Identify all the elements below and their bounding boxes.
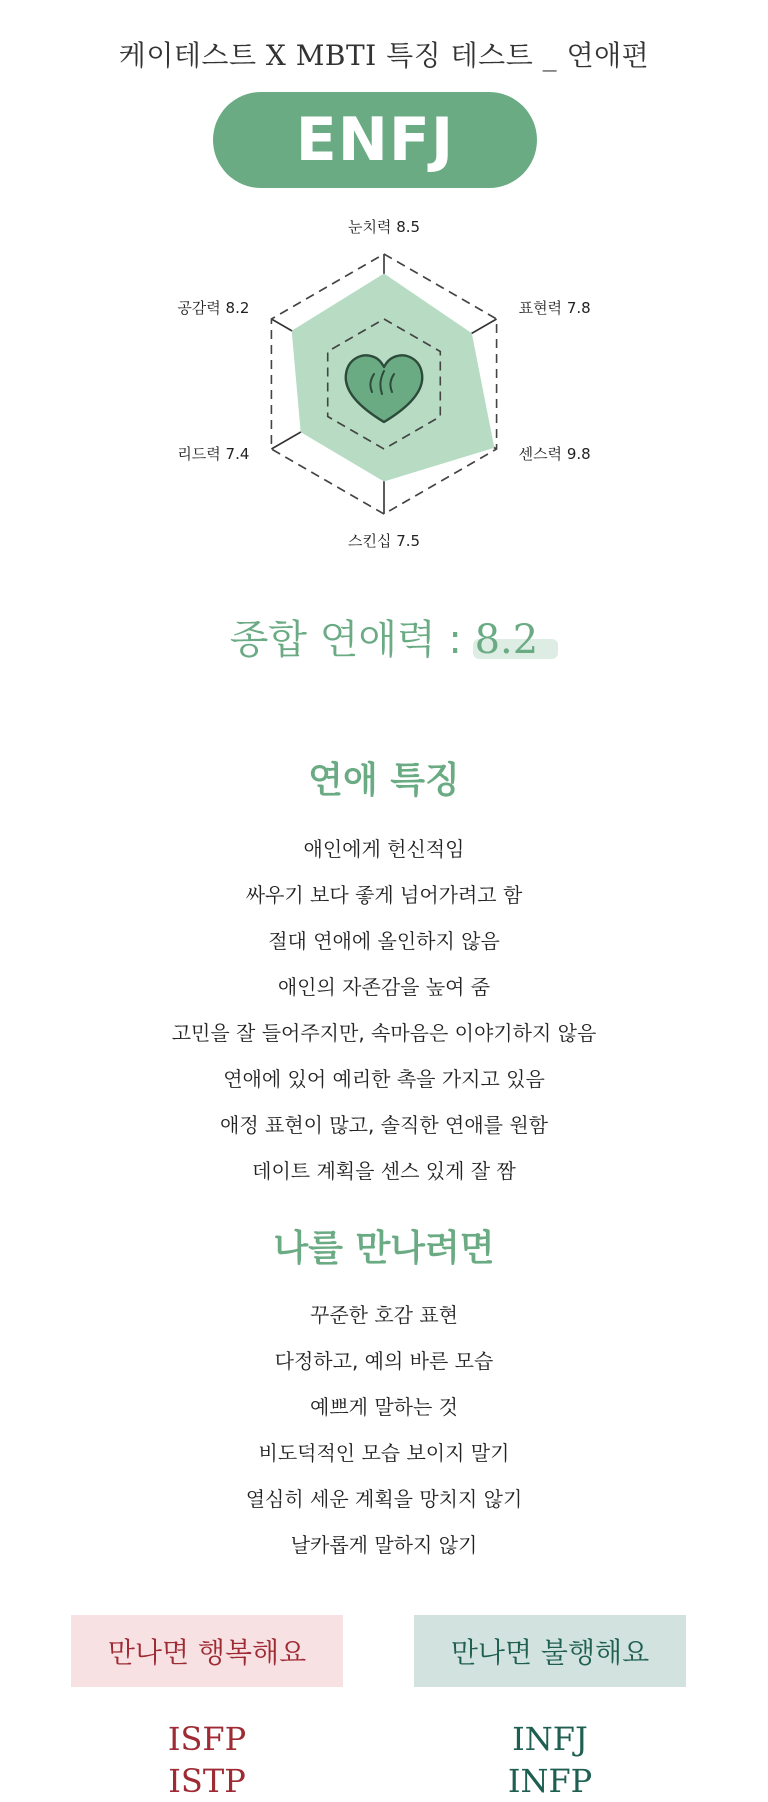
trait-item: 애인에게 헌신적임 [303, 837, 465, 861]
good-match-type: ISFP [167, 1720, 247, 1758]
bad-match-header: 만나면 불행해요 [414, 1615, 686, 1687]
overall-score [0, 608, 768, 665]
good-match-type: ISTP [168, 1762, 246, 1800]
trait-item: 애인의 자존감을 높여 줌 [277, 975, 491, 999]
to-meet-item: 꾸준한 호감 표현 [310, 1303, 458, 1327]
mbti-type-label: ENFJ [295, 105, 455, 175]
overall-label: 종합 연애력 : [229, 617, 475, 663]
radar-axis-label: 표현력 7.8 [518, 299, 591, 317]
trait-item: 싸우기 보다 좋게 넘어가려고 함 [245, 883, 523, 907]
mbti-type-badge [213, 92, 537, 188]
radar-chart [140, 208, 628, 588]
trait-item: 절대 연애에 올인하지 않음 [268, 929, 500, 953]
good-match-header: 만나면 행복해요 [71, 1615, 343, 1687]
traits-title: 연애 특징 [308, 760, 460, 801]
good-match-types [71, 1718, 343, 1802]
trait-item: 데이트 계획을 센스 있게 잘 짬 [252, 1159, 516, 1183]
radar-axis-label: 리드력 7.4 [177, 445, 250, 463]
to-meet-title: 나를 만나려면 [273, 1228, 495, 1269]
bad-match-types [414, 1718, 686, 1802]
to-meet-list [0, 1292, 768, 1568]
to-meet-item: 날카롭게 말하지 않기 [290, 1533, 478, 1557]
page-title: 케이테스트 X MBTI 특징 테스트 _ 연애편 [118, 39, 650, 72]
to-meet-item: 열심히 세운 계획을 망치지 않기 [245, 1487, 523, 1511]
radar-axis-label: 공감력 8.2 [177, 299, 250, 317]
radar-axis-label: 스킨십 7.5 [347, 532, 421, 550]
to-meet-item: 다정하고, 예의 바른 모습 [274, 1349, 494, 1373]
radar-axis-label: 눈치력 8.5 [347, 218, 421, 236]
trait-item: 애정 표현이 많고, 솔직한 연애를 원함 [220, 1113, 548, 1137]
traits-list [0, 826, 768, 1194]
bad-match-type: INFP [507, 1762, 593, 1800]
bad-match-type: INFJ [512, 1720, 588, 1758]
overall-score-value: 8.2 [474, 617, 539, 663]
trait-item: 고민을 잘 들어주지만, 속마음은 이야기하지 않음 [171, 1021, 597, 1045]
trait-item: 연애에 있어 예리한 촉을 가지고 있음 [223, 1067, 545, 1091]
to-meet-item: 예쁘게 말하는 것 [310, 1395, 458, 1419]
radar-axis-label: 센스력 9.8 [518, 445, 591, 463]
to-meet-item: 비도덕적인 모습 보이지 말기 [258, 1441, 510, 1465]
